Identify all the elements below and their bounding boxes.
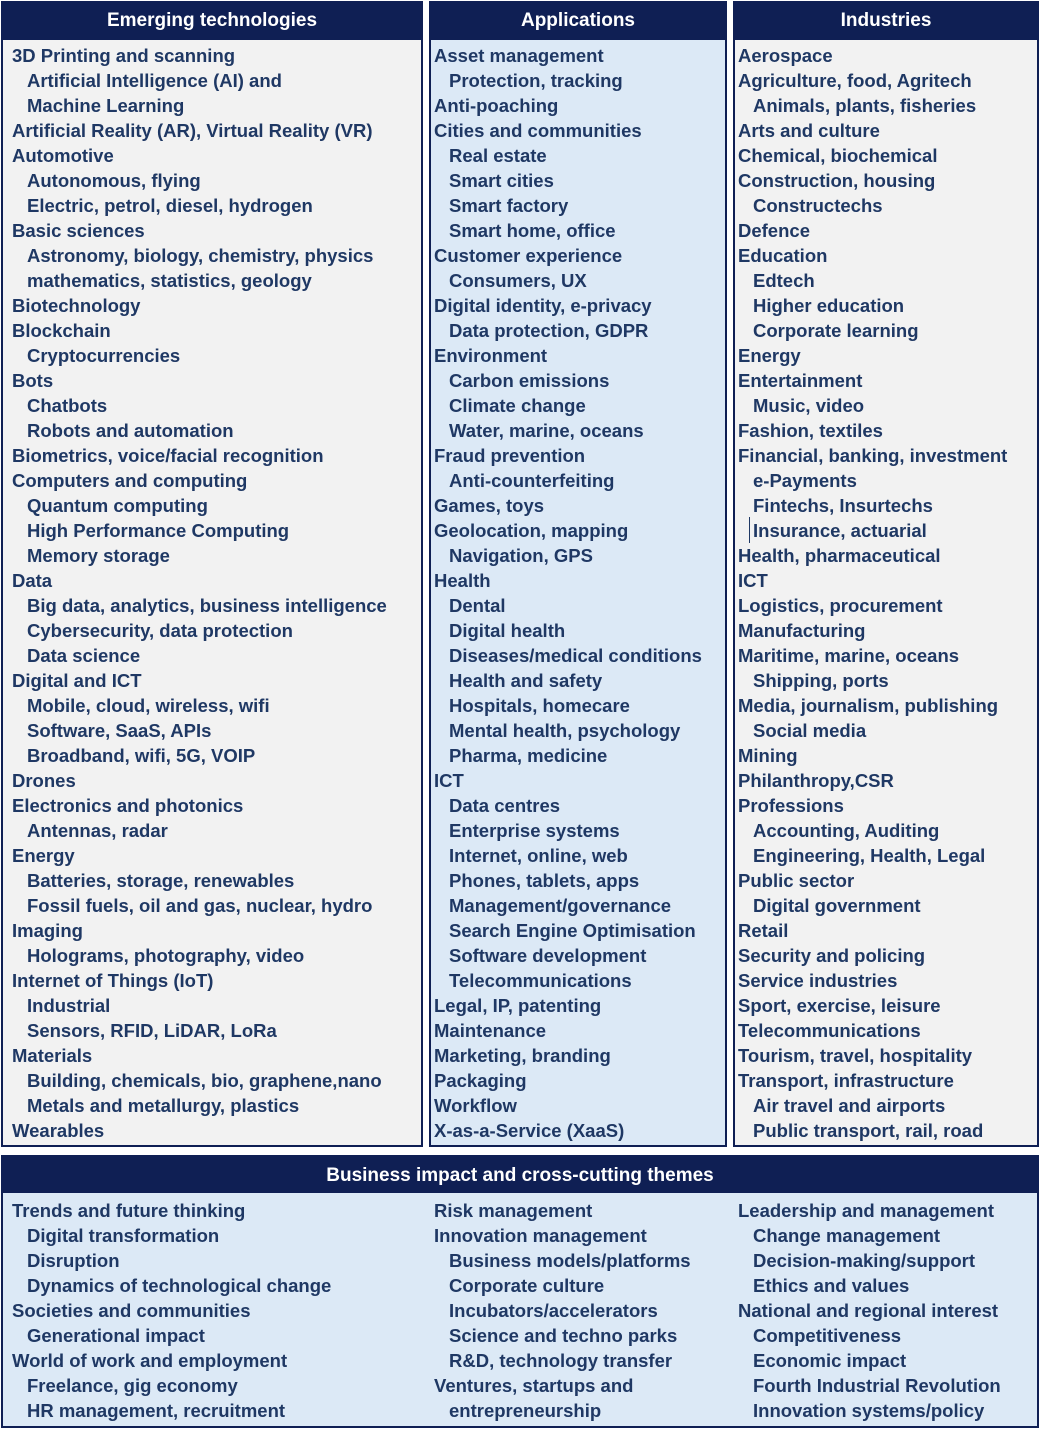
category-item: Societies and communities	[12, 1300, 251, 1321]
sub-item: Software, SaaS, APIs	[27, 720, 212, 741]
business-impact-col-2	[431, 1198, 729, 1423]
emerging-technologies-column	[1, 1, 423, 1147]
category-item: Public sector	[738, 870, 855, 891]
sub-item: Broadband, wifi, 5G, VOIP	[27, 745, 256, 766]
category-item: Education	[738, 245, 828, 266]
sub-item: Change management	[753, 1225, 941, 1246]
category-item: Biotechnology	[12, 295, 141, 316]
category-item: Philanthropy,CSR	[738, 770, 894, 791]
category-item: Retail	[738, 920, 789, 941]
sub-item: R&D, technology transfer	[449, 1350, 673, 1371]
applications-column	[429, 1, 727, 1147]
sub-item: Big data, analytics, business intelligence	[27, 595, 387, 616]
category-item: ICT	[434, 770, 464, 791]
sub-item: Anti-counterfeiting	[449, 470, 615, 491]
category-item: Wearables	[12, 1120, 105, 1141]
sub-item: Digital health	[449, 620, 566, 641]
business-impact-list-1	[3, 1198, 423, 1423]
sub-item: Software development	[449, 945, 647, 966]
sub-item: Artificial Intelligence (AI) and	[27, 70, 282, 91]
sub-item: Edtech	[753, 270, 815, 291]
category-item: Internet of Things (IoT)	[12, 970, 214, 991]
category-item: Risk management	[434, 1200, 593, 1221]
category-item: Basic sciences	[12, 220, 145, 241]
sub-item: Dynamics of technological change	[27, 1275, 332, 1296]
category-item: Telecommunications	[738, 1020, 921, 1041]
sub-item: Management/governance	[449, 895, 672, 916]
applications-list	[431, 40, 725, 1143]
sub-item: Phones, tablets, apps	[449, 870, 640, 891]
sub-item: Astronomy, biology, chemistry, physics	[27, 245, 374, 266]
sub-item: Real estate	[449, 145, 547, 166]
category-item: National and regional interest	[738, 1300, 999, 1321]
sub-item: Data protection, GDPR	[449, 320, 649, 341]
sub-item: Holograms, photography, video	[27, 945, 305, 966]
category-item: Arts and culture	[738, 120, 880, 141]
sub-item: Health and safety	[449, 670, 603, 691]
sub-item: Digital government	[753, 895, 921, 916]
category-item: Computers and computing	[12, 470, 248, 491]
sub-item: Telecommunications	[449, 970, 632, 991]
sub-item: Smart home, office	[449, 220, 616, 241]
category-item: Workflow	[434, 1095, 517, 1116]
sub-item: Public transport, rail, road	[753, 1120, 984, 1141]
sub-item: Mobile, cloud, wireless, wifi	[27, 695, 270, 716]
sub-item: Enterprise systems	[449, 820, 620, 841]
sub-item: Corporate culture	[449, 1275, 605, 1296]
emerging-technologies-header: Emerging technologies	[3, 3, 421, 40]
sub-item: mathematics, statistics, geology	[27, 270, 312, 291]
sub-item: Music, video	[753, 395, 865, 416]
sub-item: Hospitals, homecare	[449, 695, 630, 716]
category-item: Cities and communities	[434, 120, 642, 141]
sub-item: Consumers, UX	[449, 270, 587, 291]
sub-item: Digital transformation	[27, 1225, 220, 1246]
sub-item: Fossil fuels, oil and gas, nuclear, hydro	[27, 895, 373, 916]
category-item: Construction, housing	[738, 170, 936, 191]
sub-item: Carbon emissions	[449, 370, 610, 391]
sub-item: Innovation systems/policy	[753, 1400, 985, 1421]
category-item: Aerospace	[738, 45, 833, 66]
category-item: X-as-a-Service (XaaS)	[434, 1120, 625, 1141]
industries-header: Industries	[735, 3, 1037, 40]
category-item: Sport, exercise, leisure	[738, 995, 941, 1016]
category-item: Innovation management	[434, 1225, 647, 1246]
business-impact-header: Business impact and cross-cutting themes	[3, 1157, 1037, 1193]
category-item: Manufacturing	[738, 620, 866, 641]
text-cursor-mark	[749, 517, 750, 543]
category-item: Fraud prevention	[434, 445, 586, 466]
sub-item: Antennas, radar	[27, 820, 168, 841]
category-item: Health, pharmaceutical	[738, 545, 941, 566]
sub-item: e-Payments	[753, 470, 857, 491]
category-item: Health	[434, 570, 491, 591]
sub-item: Autonomous, flying	[27, 170, 201, 191]
category-item: Blockchain	[12, 320, 111, 341]
sub-item: Insurance, actuarial	[753, 520, 927, 541]
sub-item: entrepreneurship	[449, 1400, 602, 1421]
category-item: Asset management	[434, 45, 604, 66]
sub-item: Dental	[449, 595, 506, 616]
category-item: Tourism, travel, hospitality	[738, 1045, 973, 1066]
category-item: World of work and employment	[12, 1350, 288, 1371]
category-item: Trends and future thinking	[12, 1200, 246, 1221]
sub-item: Smart cities	[449, 170, 554, 191]
sub-item: Climate change	[449, 395, 586, 416]
sub-item: Memory storage	[27, 545, 170, 566]
category-item: Leadership and management	[738, 1200, 994, 1221]
business-impact-col-3	[735, 1198, 1040, 1423]
sub-item: Freelance, gig economy	[27, 1375, 238, 1396]
sub-item: Water, marine, oceans	[449, 420, 644, 441]
sub-item: Internet, online, web	[449, 845, 628, 866]
sub-item: HR management, recruitment	[27, 1400, 286, 1421]
sub-item: Electric, petrol, diesel, hydrogen	[27, 195, 313, 216]
sub-item: Decision-making/support	[753, 1250, 976, 1271]
category-item: Drones	[12, 770, 76, 791]
industries-list	[735, 40, 1037, 1143]
sub-item: Air travel and airports	[753, 1095, 946, 1116]
sub-item: Protection, tracking	[449, 70, 623, 91]
sub-item: Corporate learning	[753, 320, 919, 341]
sub-item: Accounting, Auditing	[753, 820, 940, 841]
category-item: Energy	[12, 845, 75, 866]
sub-item: Sensors, RFID, LiDAR, LoRa	[27, 1020, 277, 1041]
category-item: Customer experience	[434, 245, 623, 266]
category-item: ICT	[738, 570, 768, 591]
sub-item: Mental health, psychology	[449, 720, 681, 741]
sub-item: Robots and automation	[27, 420, 234, 441]
category-item: Chemical, biochemical	[738, 145, 938, 166]
category-item: Financial, banking, investment	[738, 445, 1008, 466]
sub-item: Engineering, Health, Legal	[753, 845, 986, 866]
category-item: Maintenance	[434, 1020, 547, 1041]
industries-column	[733, 1, 1039, 1147]
sub-item: Quantum computing	[27, 495, 208, 516]
sub-item: Data centres	[449, 795, 561, 816]
sub-item: Navigation, GPS	[449, 545, 593, 566]
category-item: 3D Printing and scanning	[12, 45, 236, 66]
category-item: Digital and ICT	[12, 670, 142, 691]
sub-item: Generational impact	[27, 1325, 205, 1346]
category-item: Games, toys	[434, 495, 545, 516]
sub-item: Machine Learning	[27, 95, 185, 116]
sub-item: Data science	[27, 645, 141, 666]
sub-item: Smart factory	[449, 195, 569, 216]
category-item: Defence	[738, 220, 810, 241]
category-item: Anti-poaching	[434, 95, 559, 116]
sub-item: Building, chemicals, bio, graphene,nano	[27, 1070, 382, 1091]
sub-item: Constructechs	[753, 195, 883, 216]
category-item: Automotive	[12, 145, 114, 166]
category-item: Energy	[738, 345, 801, 366]
business-impact-list-2	[431, 1198, 729, 1423]
sub-item: Competitiveness	[753, 1325, 902, 1346]
sub-item: Ethics and values	[753, 1275, 910, 1296]
sub-item: Fourth Industrial Revolution	[753, 1375, 1001, 1396]
business-impact-list-3	[735, 1198, 1040, 1423]
category-item: Digital identity, e-privacy	[434, 295, 652, 316]
sub-item: Disruption	[27, 1250, 120, 1271]
category-item: Ventures, startups and	[434, 1375, 634, 1396]
category-item: Environment	[434, 345, 548, 366]
sub-item: Metals and metallurgy, plastics	[27, 1095, 300, 1116]
category-item: Mining	[738, 745, 798, 766]
sub-item: Business models/platforms	[449, 1250, 691, 1271]
sub-item: Search Engine Optimisation	[449, 920, 696, 941]
sub-item: Economic impact	[753, 1350, 907, 1371]
category-item: Bots	[12, 370, 54, 391]
category-item: Service industries	[738, 970, 898, 991]
sub-item: High Performance Computing	[27, 520, 290, 541]
sub-item: Pharma, medicine	[449, 745, 608, 766]
sub-item: Industrial	[27, 995, 111, 1016]
category-item: Packaging	[434, 1070, 527, 1091]
sub-item: Fintechs, Insurtechs	[753, 495, 933, 516]
applications-header: Applications	[431, 3, 725, 40]
sub-item: Cybersecurity, data protection	[27, 620, 293, 641]
category-item: Agriculture, food, Agritech	[738, 70, 972, 91]
category-item: Marketing, branding	[434, 1045, 611, 1066]
category-item: Biometrics, voice/facial recognition	[12, 445, 324, 466]
sub-item: Science and techno parks	[449, 1325, 678, 1346]
sub-item: Diseases/medical conditions	[449, 645, 702, 666]
category-item: Professions	[738, 795, 844, 816]
category-item: Legal, IP, patenting	[434, 995, 602, 1016]
sub-item: Shipping, ports	[753, 670, 889, 691]
sub-item: Animals, plants, fisheries	[753, 95, 977, 116]
category-item: Media, journalism, publishing	[738, 695, 999, 716]
sub-item: Social media	[753, 720, 867, 741]
sub-item: Chatbots	[27, 395, 108, 416]
category-item: Electronics and photonics	[12, 795, 244, 816]
category-item: Logistics, procurement	[738, 595, 943, 616]
category-item: Entertainment	[738, 370, 863, 391]
sub-item: Cryptocurrencies	[27, 345, 181, 366]
category-item: Maritime, marine, oceans	[738, 645, 960, 666]
category-item: Materials	[12, 1045, 93, 1066]
category-item: Geolocation, mapping	[434, 520, 629, 541]
category-item: Security and policing	[738, 945, 926, 966]
business-impact-col-1	[3, 1198, 423, 1423]
sub-item: Batteries, storage, renewables	[27, 870, 295, 891]
category-item: Fashion, textiles	[738, 420, 883, 441]
business-impact-section	[1, 1155, 1039, 1428]
sub-item: Incubators/accelerators	[449, 1300, 658, 1321]
sub-item: Higher education	[753, 295, 905, 316]
emerging-technologies-list	[3, 40, 421, 1143]
category-item: Transport, infrastructure	[738, 1070, 954, 1091]
category-item: Data	[12, 570, 53, 591]
category-item: Imaging	[12, 920, 83, 941]
category-item: Artificial Reality (AR), Virtual Reality (VR)	[12, 120, 373, 141]
